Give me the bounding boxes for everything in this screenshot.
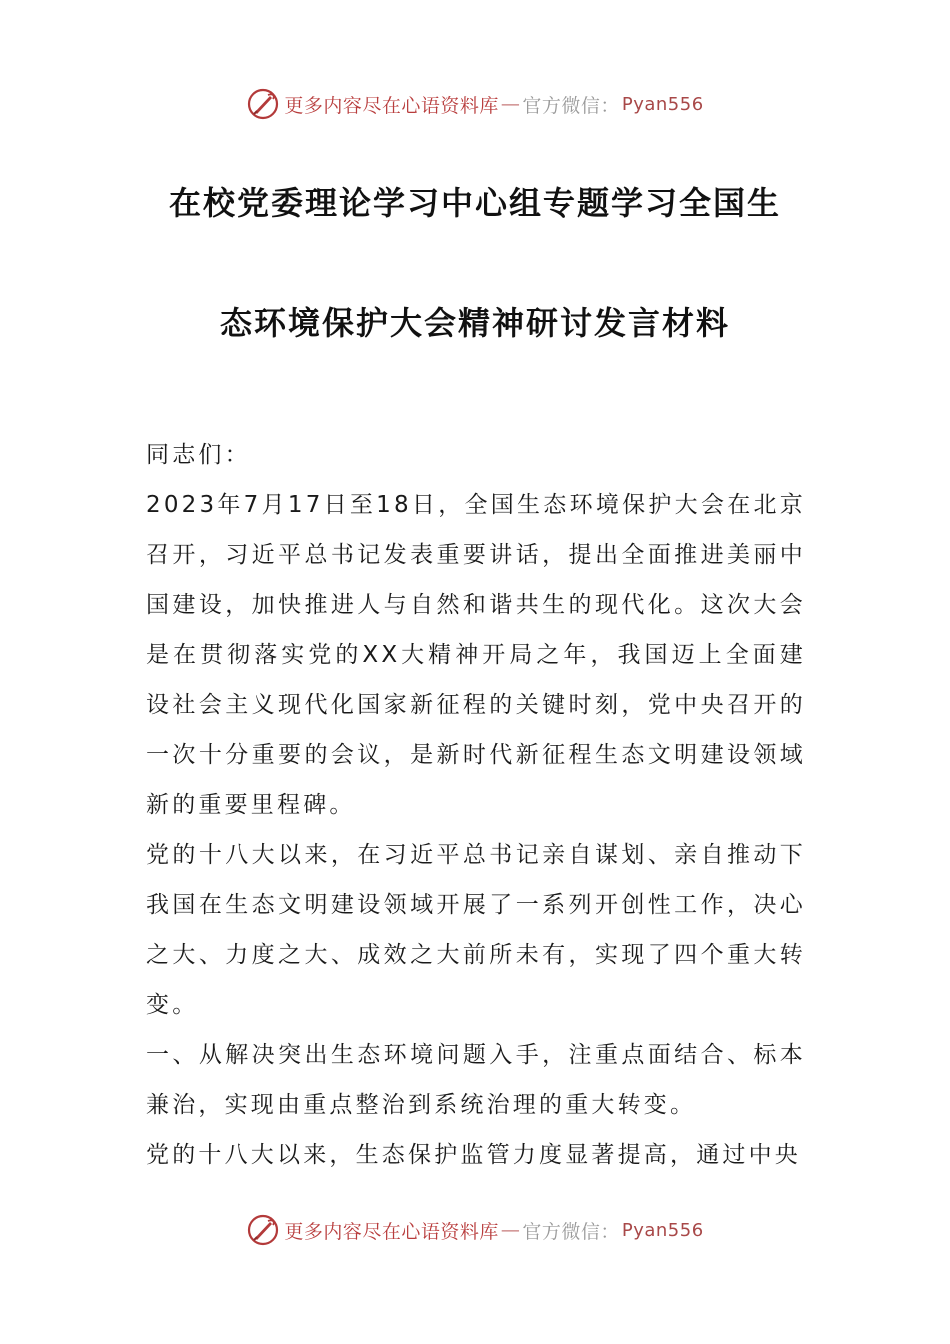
section-heading: 一、从解决突出生态环境问题入手，注重点面结合、标本兼治，实现由重点整治到系统治理的重大转变。 bbox=[146, 1042, 806, 1118]
salutation: 同志们： bbox=[146, 442, 251, 468]
watermark-wechat-label: 官方微信： bbox=[522, 94, 620, 117]
document-title-line-2: 态环境保护大会精神研讨发言材料 bbox=[219, 304, 730, 342]
quill-pen-logo-icon bbox=[246, 87, 280, 121]
watermark-wechat-label: 官方微信： bbox=[522, 1220, 620, 1243]
watermark-wechat-id: Pyan556 bbox=[621, 93, 704, 115]
header-watermark bbox=[0, 84, 950, 124]
body-paragraph: 党的十八大以来，生态保护监管力度显著提高，通过中央 bbox=[146, 1142, 801, 1168]
footer-watermark bbox=[0, 1210, 950, 1250]
watermark-separator: — bbox=[500, 93, 521, 115]
body-paragraph: 党的十八大以来，在习近平总书记亲自谋划、亲自推动下我国在生态文明建设领域开展了一系列开创性工作，决心之大、力度之大、成效之大前所未有，实现了四个重大转变。 bbox=[146, 842, 806, 1018]
watermark-main-text: 更多内容尽在心语资料库 bbox=[284, 94, 499, 117]
watermark-wechat-id: Pyan556 bbox=[621, 1219, 704, 1241]
body-paragraph: 2023年7月17日至18日，全国生态环境保护大会在北京召开，习近平总书记发表重要讲话，提出全面推进美丽中国建设，加快推进人与自然和谐共生的现代化。这次大会是在贯彻落实党的XX大精神开局之年，我国迈上全面建设社会主义现代化国家新征程的关键时刻，党中央召开的一次十分重要的会议，是新时代新征程生态文明建设领域新的重要里程碑。 bbox=[146, 492, 806, 818]
document-title-line-1: 在校党委理论学习中心组专题学习全国生 bbox=[168, 184, 781, 222]
watermark-main-text: 更多内容尽在心语资料库 bbox=[284, 1220, 499, 1243]
watermark-separator: — bbox=[500, 1219, 521, 1241]
quill-pen-logo-icon bbox=[246, 1213, 280, 1247]
document-body bbox=[146, 430, 806, 1180]
